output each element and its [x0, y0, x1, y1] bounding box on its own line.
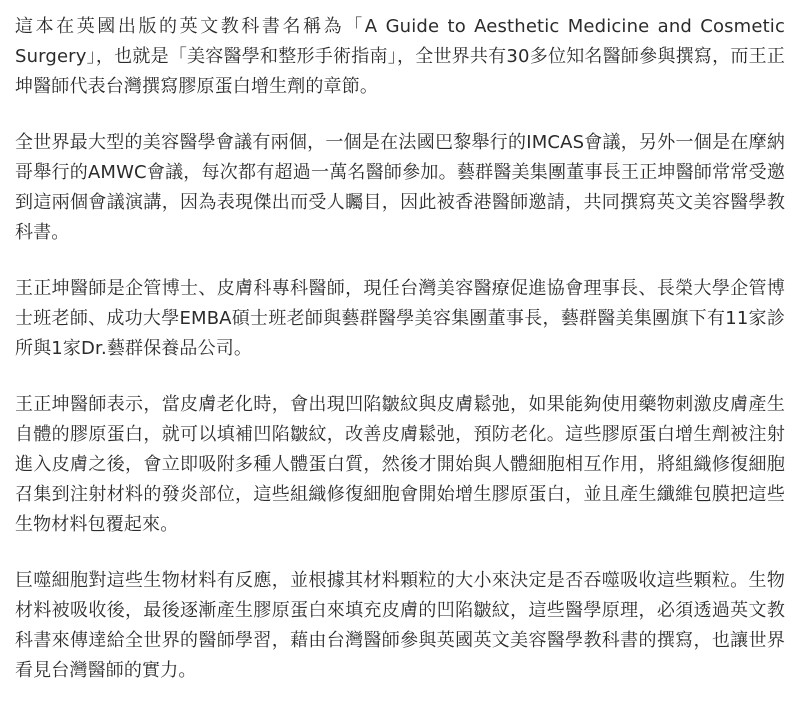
paragraph-doctor-profile: 王正坤醫師是企管博士、皮膚科專科醫師，現任台灣美容醫療促進協會理事長、長榮大學企管博士班老師、成功大學EMBA碩士班老師與藝群醫學美容集團董事長，藝群醫美集團旗下有11家診所與1家Dr.藝群保養品公司。 [15, 278, 785, 359]
paragraph-book-intro: 這本在英國出版的英文教科書名稱為「A Guide to Aesthetic Medicine and Cosmetic Surgery」，也就是「美容醫學和整形手術指南」，全世界共有30多位知名醫師參與撰寫，而王正坤醫師代表台灣撰寫膠原蛋白增生劑的章節。 [15, 16, 785, 97]
article-body [15, 12, 785, 686]
paragraph-conferences: 全世界最大型的美容醫學會議有兩個，一個是在法國巴黎舉行的IMCAS會議，另外一個是在摩納哥舉行的AMWC會議，每次都有超過一萬名醫師參加。藝群醫美集團董事長王正坤醫師常常受邀到這兩個會議演講，因為表現傑出而受人矚目，因此被香港醫師邀請，共同撰寫英文美容醫學教科書。 [15, 132, 785, 243]
paragraph-collagen-mechanism: 王正坤醫師表示，當皮膚老化時，會出現凹陷皺紋與皮膚鬆弛，如果能夠使用藥物刺激皮膚產生自體的膠原蛋白，就可以填補凹陷皺紋，改善皮膚鬆弛，預防老化。這些膠原蛋白增生劑被注射進入皮膚之後，會立即吸附多種人體蛋白質，然後才開始與人體細胞相互作用，將組織修復細胞召集到注射材料的發炎部位，這些組織修復細胞會開始增生膠原蛋白，並且產生纖維包膜把這些生物材料包覆起來。 [15, 394, 785, 535]
paragraph-macrophage-conclusion: 巨噬細胞對這些生物材料有反應，並根據其材料顆粒的大小來決定是否吞噬吸收這些顆粒。生物材料被吸收後，最後逐漸產生膠原蛋白來填充皮膚的凹陷皺紋，這些醫學原理，必須透過英文教科書來傳達給全世界的醫師學習，藉由台灣醫師參與英國英文美容醫學教科書的撰寫，也讓世界看見台灣醫師的實力。 [15, 570, 785, 681]
